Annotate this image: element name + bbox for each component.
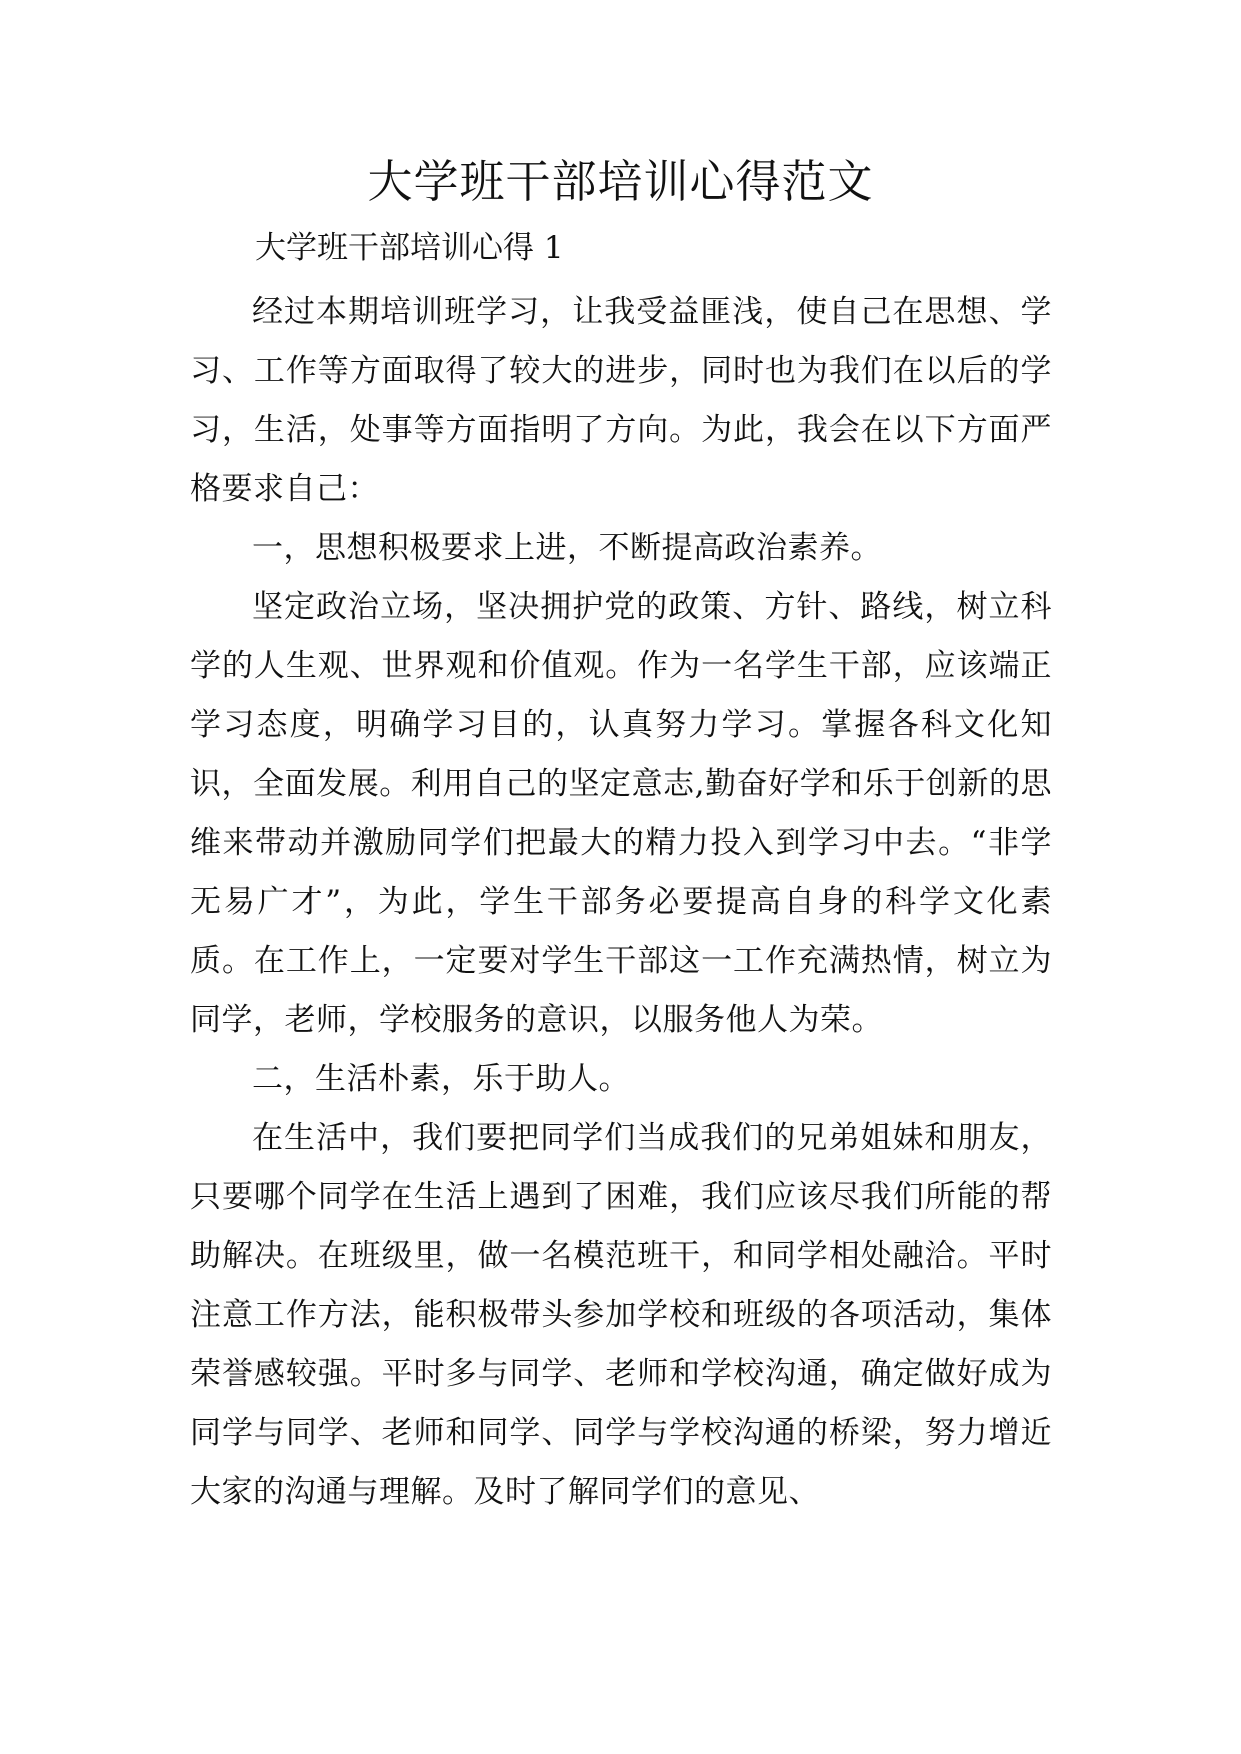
document-title: 大学班干部培训心得范文 xyxy=(367,155,874,208)
paragraph-intro: 经过本期培训班学习，让我受益匪浅，使自己在思想、学习、工作等方面取得了较大的进步，同时也为我们在以后的学习，生活，处事等方面指明了方向。为此，我会在以下方面严格要求自己： xyxy=(190,294,1052,507)
document-body xyxy=(190,283,1052,1522)
paragraph-point-two-heading: 二，生活朴素，乐于助人。 xyxy=(252,1061,630,1097)
paragraph-point-two-body: 在生活中，我们要把同学们当成我们的兄弟姐妹和朋友，只要哪个同学在生活上遇到了困难，我们应该尽我们所能的帮助解决。在班级里，做一名模范班干，和同学相处融洽。平时注意工作方法，能积极带头参加学校和班级的各项活动，集体荣誉感较强。平时多与同学、老师和学校沟通，确定做好成为同学与同学、老师和同学、同学与学校沟通的桥梁，努力增近大家的沟通与理解。及时了解同学们的意见、 xyxy=(190,1120,1052,1510)
paragraph-point-one-heading: 一，思想积极要求上进，不断提高政治素养。 xyxy=(252,530,882,566)
section-heading: 大学班干部培训心得 1 xyxy=(255,230,564,266)
paragraph-point-one-body: 坚定政治立场，坚决拥护党的政策、方针、路线，树立科学的人生观、世界观和价值观。作为一名学生干部，应该端正学习态度，明确学习目的，认真努力学习。掌握各科文化知识，全面发展。利用自己的坚定意志,勤奋好学和乐于创新的思维来带动并激励同学们把最大的精力投入到学习中去。“非学无易广才”，为此，学生干部务必要提高自身的科学文化素质。在工作上，一定要对学生干部这一工作充满热情，树立为同学，老师，学校服务的意识，以服务他人为荣。 xyxy=(190,589,1052,1038)
